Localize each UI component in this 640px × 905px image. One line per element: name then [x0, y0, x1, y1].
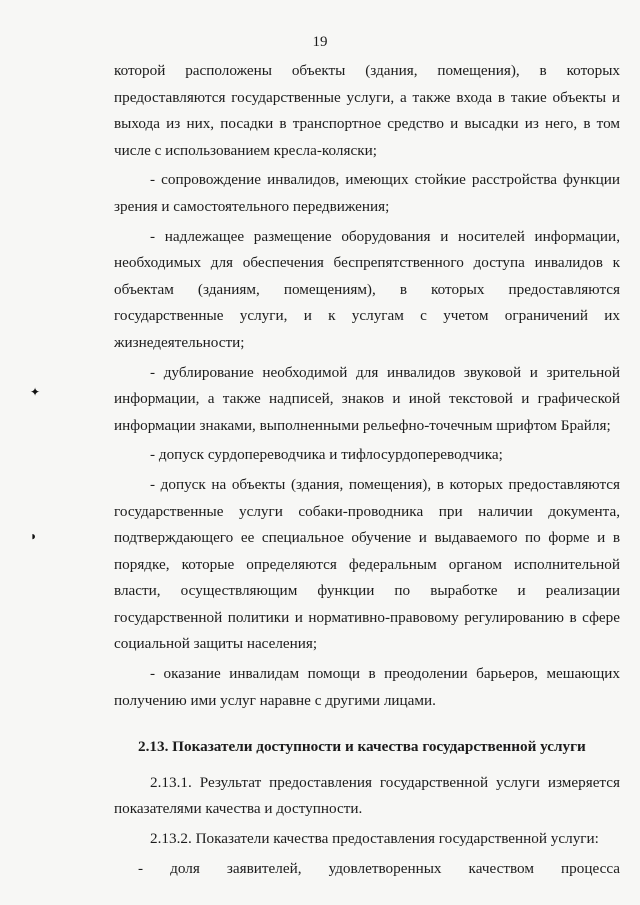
paragraph: - сопровождение инвалидов, имеющих стойкие расстройства функции зрения и самостоятельного передвижения;: [114, 171, 620, 215]
paragraph: - дублирование необходимой для инвалидов звуковой и зрительной информации, а также надписей, знаков и иной текстовой и графической информации знаками, выполненными рельефно-точечным шрифтом Брайля;: [114, 363, 620, 434]
paragraph: которой расположены объекты (здания, помещения), в которых предоставляются государственные услуги, а также входа в такие объекты и выхода из них, посадки в транспортное средство и высадки из него, в том числе с использованием кресла-коляски;: [114, 62, 620, 159]
page-number: 19: [312, 34, 328, 50]
document-body: [114, 58, 620, 885]
paragraph: - оказание инвалидам помощи в преодолении барьеров, мешающих получению ими услуг наравне с другими лицами.: [114, 665, 620, 709]
margin-punch-mark-icon: ◗: [30, 529, 38, 543]
paragraph: - доля заявителей, удовлетворенных качеством процесса: [138, 859, 620, 877]
margin-punch-mark-icon: ✦: [30, 385, 41, 399]
paragraph: 2.13.2. Показатели качества предоставления государственной услуги:: [150, 830, 599, 848]
section-heading: 2.13. Показатели доступности и качества государственной услуги: [138, 738, 586, 756]
paragraph: - допуск сурдопереводчика и тифлосурдопереводчика;: [150, 446, 503, 464]
paragraph: 2.13.1. Результат предоставления государственной услуги измеряется показателями качества и доступности.: [114, 773, 620, 818]
paragraph: - допуск на объекты (здания, помещения), в которых предоставляются государственные услуги собаки-проводника при наличии документа, подтверждающего ее специальное обучение и выдаваемого по форме и в порядке, которые определяются федеральным органом исполнительной власти, осуществляющим функции по выработке и реализации государственной политики и нормативно-правовому регулированию в сфере социальной защиты населения;: [114, 475, 620, 653]
paragraph: - надлежащее размещение оборудования и носителей информации, необходимых для обеспечения беспрепятственного доступа инвалидов к объектам (зданиям, помещениям), в которых предоставляются государственные услуги, и к услугам с учетом ограничений их жизнедеятельности;: [114, 227, 620, 351]
